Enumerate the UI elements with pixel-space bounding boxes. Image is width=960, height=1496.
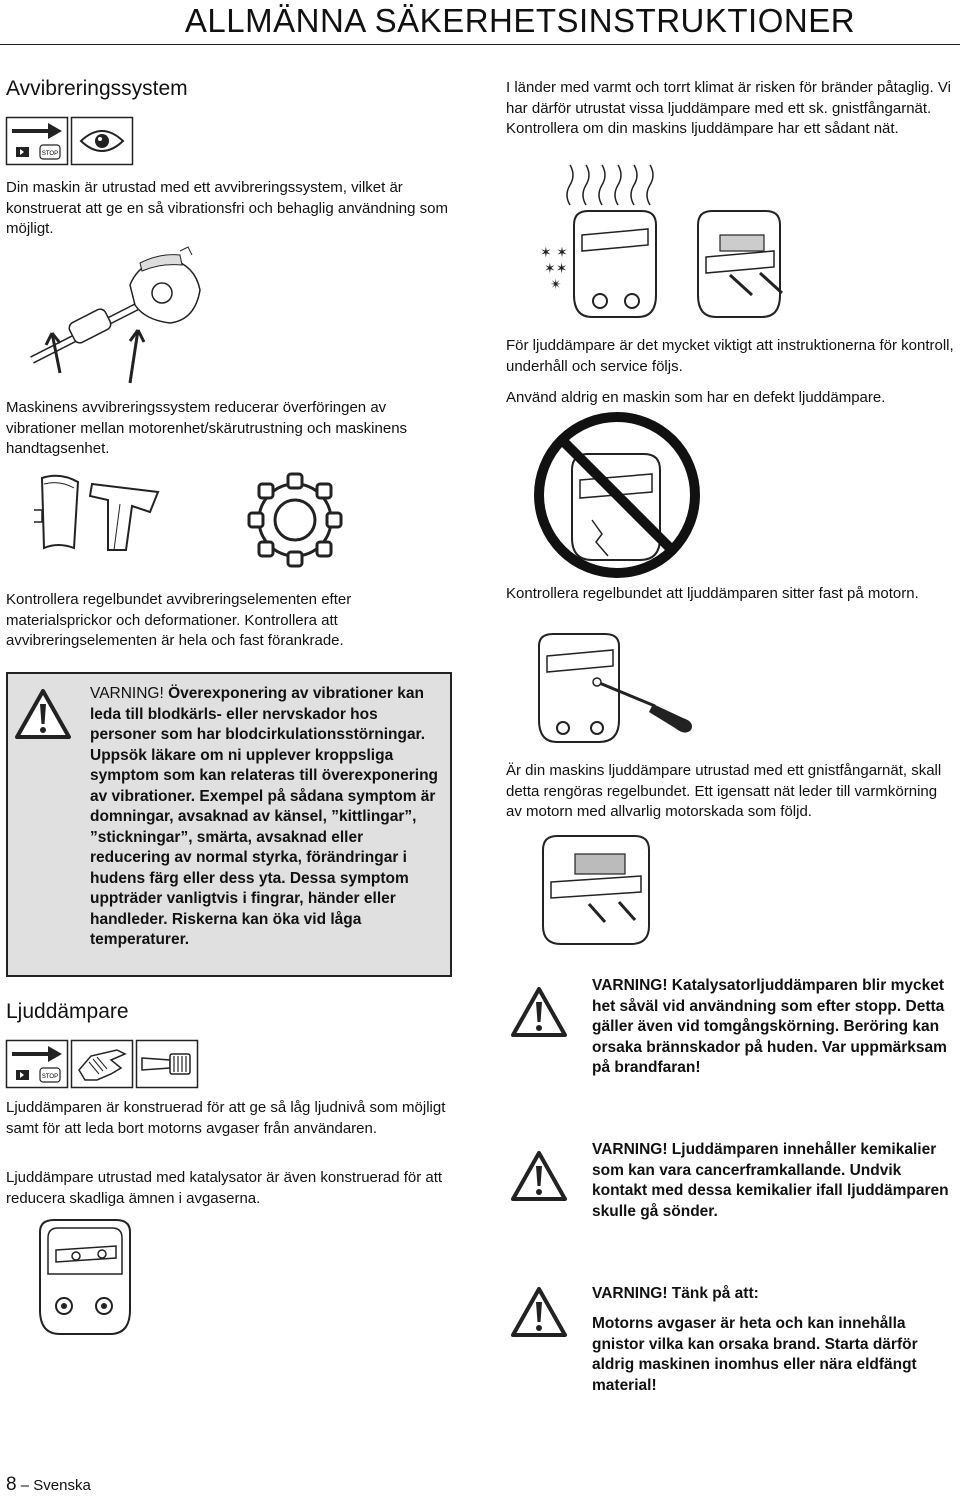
paragraph-never-defect: Använd aldrig en maskin som har en defekt ljuddämpare. <box>506 389 886 406</box>
footer-language: Svenska <box>33 1477 91 1494</box>
footer-dash: – <box>20 1477 30 1494</box>
damper-element-illustration <box>30 470 170 555</box>
arrow-stop-icon <box>6 117 68 165</box>
paragraph-avvib-intro: Din maskin är utrustad med ett avvibreringssystem, vilket är konstruerat att ge en så vibrationsfri och behaglig användning som möjligt. <box>6 179 448 237</box>
exhaust-warning-title: VARNING! Tänk på att: <box>592 1285 759 1302</box>
svg-text:STOP: STOP <box>41 151 59 157</box>
vibration-warning-text <box>90 684 445 951</box>
header-rule <box>0 44 960 45</box>
warning-triangle-icon <box>510 1150 568 1202</box>
warning-triangle-icon <box>510 986 568 1038</box>
svg-text:✴: ✴ <box>550 277 562 293</box>
warning-triangle-icon <box>14 688 72 740</box>
section-title-ljuddampare: Ljuddämpare <box>6 1000 129 1023</box>
paragraph-check-fastened: Kontrollera regelbundet att ljuddämparen sitter fast på motorn. <box>506 585 919 602</box>
page-footer <box>6 1474 91 1496</box>
muffler-illustration <box>30 1218 140 1338</box>
svg-text:✶✶: ✶✶ <box>544 261 568 277</box>
glove-icon <box>71 1040 133 1088</box>
spark-arrestor-illustration <box>530 165 810 325</box>
section-title-avvibrering: Avvibreringssystem <box>6 77 188 100</box>
exhaust-warning-text: Motorns avgaser är heta och kan innehålla gnistor vilka kan orsaka brand. Starta därför aldrig maskinen inomhus eller nära eldfängt material! <box>592 1315 918 1394</box>
warning-body: Överexponering av vibrationer kan leda till blodkärls- eller nervskador hos personer som har blodcirkulationsstörningar. Uppsök läkare om ni upplever kroppsliga symptom som kan relateras till överexponering av vibrationer. Exempel på sådana symptom är domningar, avsaknad av känsel, ”kittlingar”, ”stickningar”, smärta, avsaknad eller reducering av normal styrka, förändringar i hudens färg eller dess yta. Dessa symptom uppträder vanligtvis i fingrar, händer eller handleder. Riskerna kan öka vid låga temperaturer. <box>90 685 439 948</box>
paragraph-muffler-instructions: För ljuddämpare är det mycket viktigt att instruktionerna för kontroll, underhåll och service följs. <box>506 337 954 375</box>
svg-text:STOP: STOP <box>41 1074 59 1080</box>
page-title: ALLMÄNNA SÄKERHETSINSTRUKTIONER <box>184 2 856 39</box>
paragraph-ljud-katalysator: Ljuddämpare utrustad med katalysator är även konstruerad för att reducera skadliga ämnen i avgaserna. <box>6 1169 443 1207</box>
catalyst-warning-text: VARNING! Katalysatorljuddämparen blir mycket het såväl vid användning som efter stopp. Detta gäller även vid tomgångskörning. Beröring kan orsaka brännskador på huden. Var uppmärksam på brandfaran! <box>592 977 947 1076</box>
chemical-warning-text: VARNING! Ljuddämparen innehåller kemikalier som kan vara cancerframkallande. Undvik kontakt med dessa kemikalier ifall ljuddämparen skulle gå sönder. <box>592 1141 949 1220</box>
paragraph-avvib-reduction: Maskinens avvibreringssystem reducerar överföringen av vibrationer mellan motorenhet/skärutrustning och maskinens handtagsenhet. <box>6 399 408 457</box>
paragraph-sparkarrestor: I länder med varmt och torrt klimat är risken för bränder påtaglig. Vi har därför utrustat vissa ljuddämpare med ett sk. gnistfångarnät. Kontrollera om din maskins ljuddämpare har ett sådant nät. <box>506 79 951 137</box>
svg-text:✶ ✶: ✶ ✶ <box>540 245 568 261</box>
paragraph-avvib-check: Kontrollera regelbundet avvibreringselementen efter materialsprickor och deformationer. Kontrollera att avvibreringselementen är hela och fast förankrade. <box>6 591 352 649</box>
spark-arrestor-screen-illustration <box>535 830 665 950</box>
arrow-stop-icon <box>6 1040 68 1088</box>
paragraph-clean-arrestor: Är din maskins ljuddämpare utrustad med ett gnistfångarnät, skall detta rengöras regelbundet. Ett igensatt nät leder till varmkörning av motorn med allvarlig motorskada som följd. <box>506 762 942 820</box>
warning-label: VARNING! <box>90 685 164 702</box>
brush-icon <box>136 1040 198 1088</box>
page-number: 8 <box>6 1474 17 1495</box>
trimmer-illustration <box>30 245 240 385</box>
eye-icon <box>71 117 133 165</box>
paragraph-ljud-intro: Ljuddämparen är konstruerad för att ge så låg ljudnivå som möjligt samt för att leda bort motorns avgaser från användaren. <box>6 1099 446 1137</box>
gear-element-illustration <box>245 470 345 570</box>
muffler-screwdriver-illustration <box>535 632 735 747</box>
prohibited-defective-muffler-icon <box>532 410 702 580</box>
warning-triangle-icon <box>510 1286 568 1338</box>
